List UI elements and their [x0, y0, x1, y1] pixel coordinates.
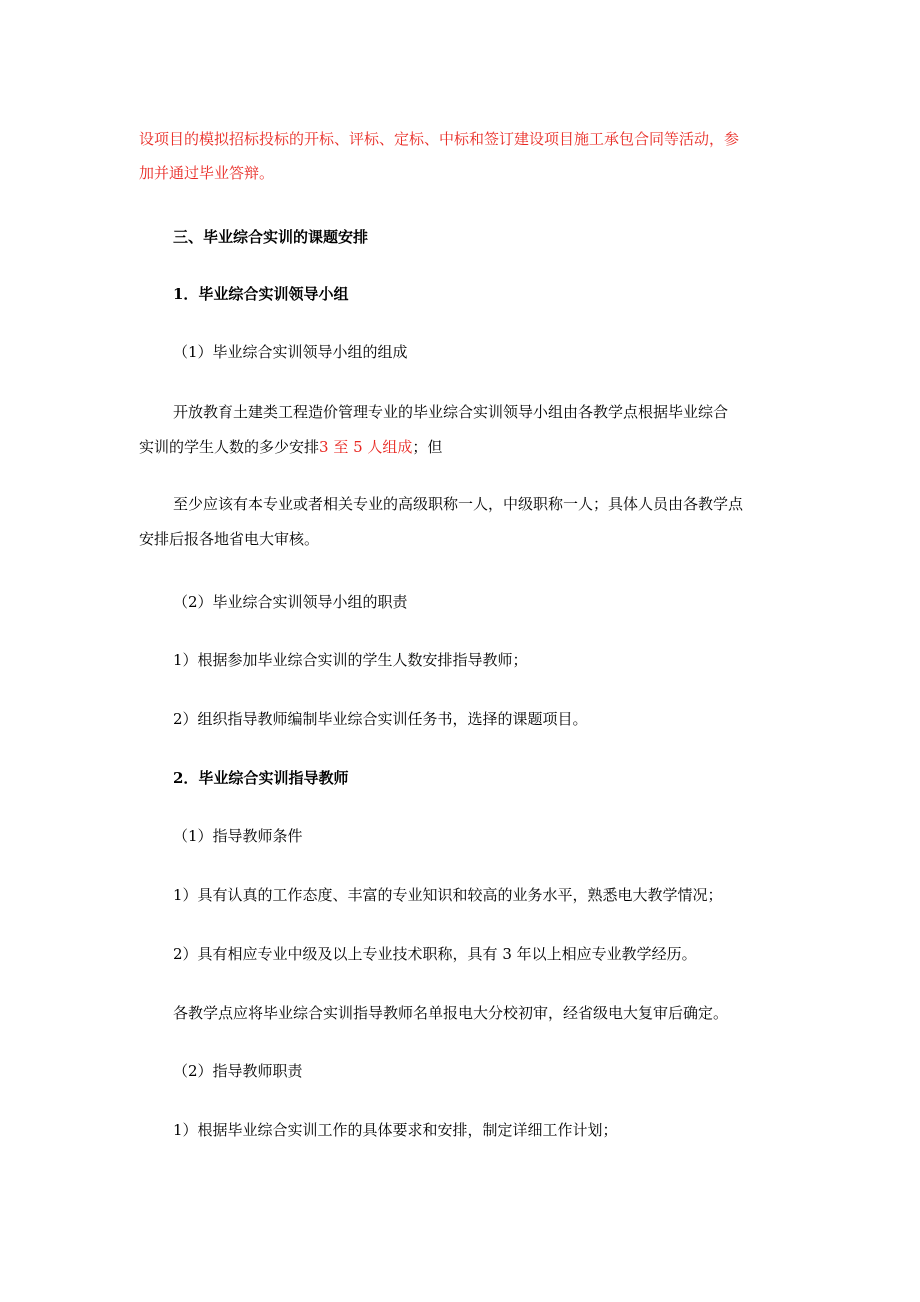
responsibility-item-1: 1）根据毕业综合实训工作的具体要求和安排，制定详细工作计划； [173, 1121, 618, 1139]
subsection-2-heading: 2．毕业综合实训指导教师 [173, 769, 349, 787]
subsection-1-1-heading: （1）毕业综合实训领导小组的组成 [173, 343, 408, 361]
composition-text-a: 实训的学生人数的多少安排 [139, 438, 320, 456]
subsection-2-1-heading: （1）指导教师条件 [173, 827, 303, 845]
composition-text-b: ；但 [412, 438, 443, 456]
condition-item-1: 1）具有认真的工作态度、丰富的专业知识和较高的业务水平，熟悉电大教学情况； [173, 886, 723, 904]
composition-paragraph-line-1: 开放教育土建类工程造价管理专业的毕业综合实训领导小组由各教学点根据毕业综合 [173, 403, 729, 421]
duty-item-1: 1）根据参加毕业综合实训的学生人数安排指导教师； [173, 651, 528, 669]
report-paragraph: 各教学点应将毕业综合实训指导教师名单报电大分校初审，经省级电大复审后确定。 [173, 1004, 729, 1022]
subsection-1-2-heading: （2）毕业综合实训领导小组的职责 [173, 593, 408, 611]
composition-paragraph-line-2 [139, 437, 799, 457]
subsection-2-2-heading: （2）指导教师职责 [173, 1062, 303, 1080]
condition-item-2: 2）具有相应专业中级及以上专业技术职称，具有 3 年以上相应专业教学经历。 [173, 945, 697, 963]
intro-paragraph-line-1: 设项目的模拟招标投标的开标、评标、定标、中标和签订建设项目施工承包合同等活动，参 [139, 130, 740, 148]
minimum-paragraph-line-1: 至少应该有本专业或者相关专业的高级职称一人，中级职称一人；具体人员由各教学点 [173, 495, 744, 513]
subsection-1-heading: 1．毕业综合实训领导小组 [173, 285, 349, 303]
section-3-heading: 三、毕业综合实训的课题安排 [173, 228, 369, 246]
intro-paragraph-line-2: 加并通过毕业答辩。 [139, 164, 275, 182]
composition-emphasis: 3 至 5 人组成 [319, 438, 413, 456]
duty-item-2: 2）组织指导教师编制毕业综合实训任务书，选择的课题项目。 [173, 710, 588, 728]
minimum-paragraph-line-2: 安排后报各地省电大审核。 [139, 530, 320, 548]
